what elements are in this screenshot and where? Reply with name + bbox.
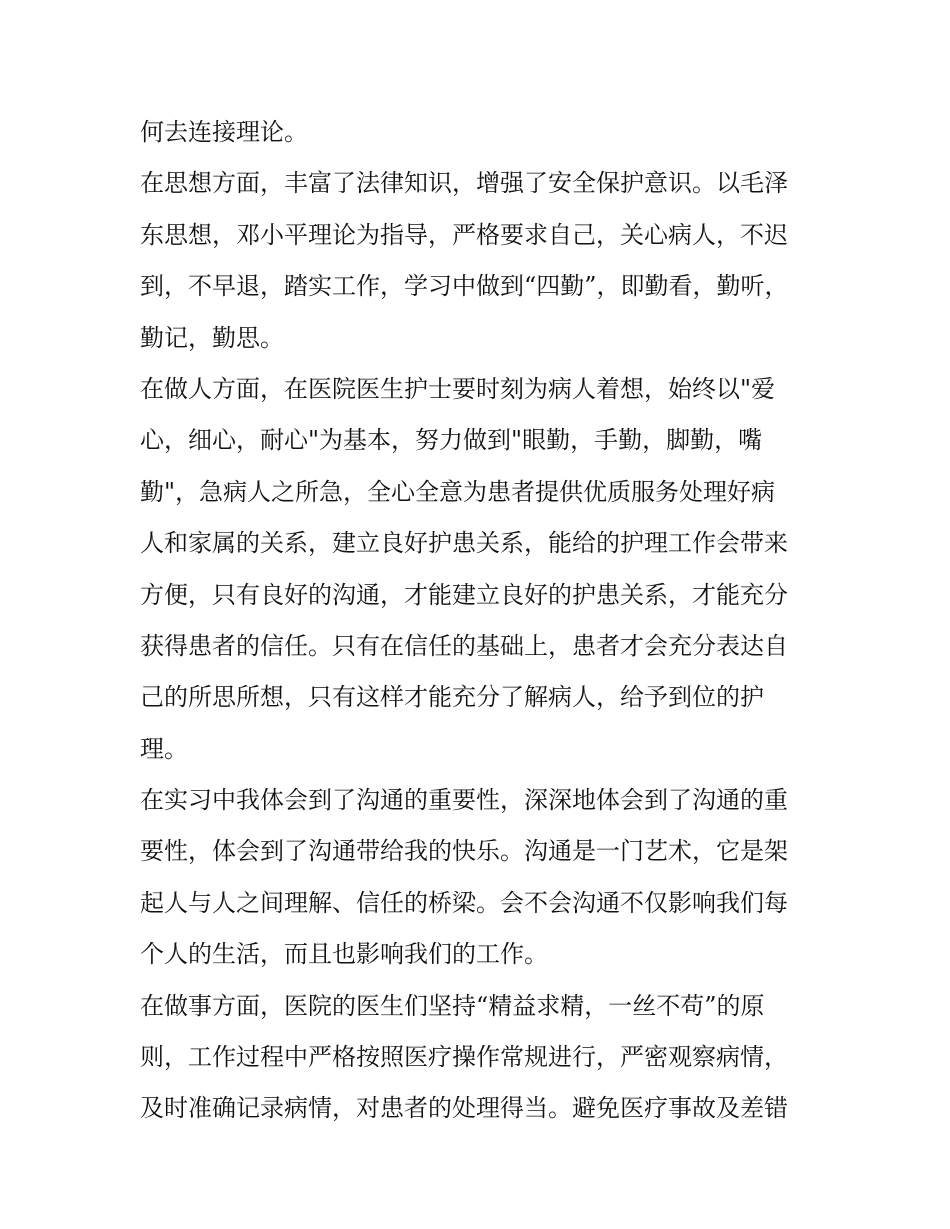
text-line: 勤记，勤思。 (140, 323, 284, 352)
text-line: 则，工作过程中严格按照医疗操作常规进行，严密观察病情， (140, 1043, 788, 1072)
text-line: 东思想，邓小平理论为指导，严格要求自己，关心病人，不迟 (140, 220, 788, 249)
text-line: 方便，只有良好的沟通，才能建立良好的护患关系，才能充分 (140, 580, 788, 609)
text-line: 己的所思所想，只有这样才能充分了解病人，给予到位的护 (140, 683, 764, 712)
text-line: 及时准确记录病情，对患者的处理得当。避免医疗事故及差错 (140, 1094, 788, 1123)
text-line: 获得患者的信任。只有在信任的基础上，患者才会充分表达自 (140, 631, 788, 660)
text-line: 勤"，急病人之所急，全心全意为患者提供优质服务处理好病 (140, 477, 776, 506)
text-line: 在思想方面，丰富了法律知识，增强了安全保护意识。以毛泽 (140, 169, 788, 198)
text-line: 何去连接理论。 (140, 118, 308, 146)
text-line: 到，不早退，踏实工作，学习中做到“四勤”，即勤看，勤听， (140, 272, 789, 301)
text-line: 人和家属的关系，建立良好护患关系，能给的护理工作会带来 (140, 529, 788, 558)
text-line: 在做事方面，医院的医生们坚持“精益求精，一丝不苟”的原 (140, 991, 765, 1020)
document-body (140, 107, 820, 1135)
text-line: 起人与人之间理解、信任的桥梁。会不会沟通不仅影响我们每 (140, 888, 788, 917)
text-line: 心，细心，耐心"为基本，努力做到"眼勤，手勤，脚勤，嘴 (140, 426, 763, 455)
text-line: 个人的生活，而且也影响我们的工作。 (140, 940, 548, 969)
text-line: 理。 (140, 734, 188, 763)
text-line: 在实习中我体会到了沟通的重要性，深深地体会到了沟通的重 (140, 786, 788, 815)
text-line: 要性，体会到了沟通带给我的快乐。沟通是一门艺术，它是架 (140, 837, 788, 866)
text-line: 在做人方面，在医院医生护士要时刻为病人着想，始终以"爱 (140, 374, 776, 403)
